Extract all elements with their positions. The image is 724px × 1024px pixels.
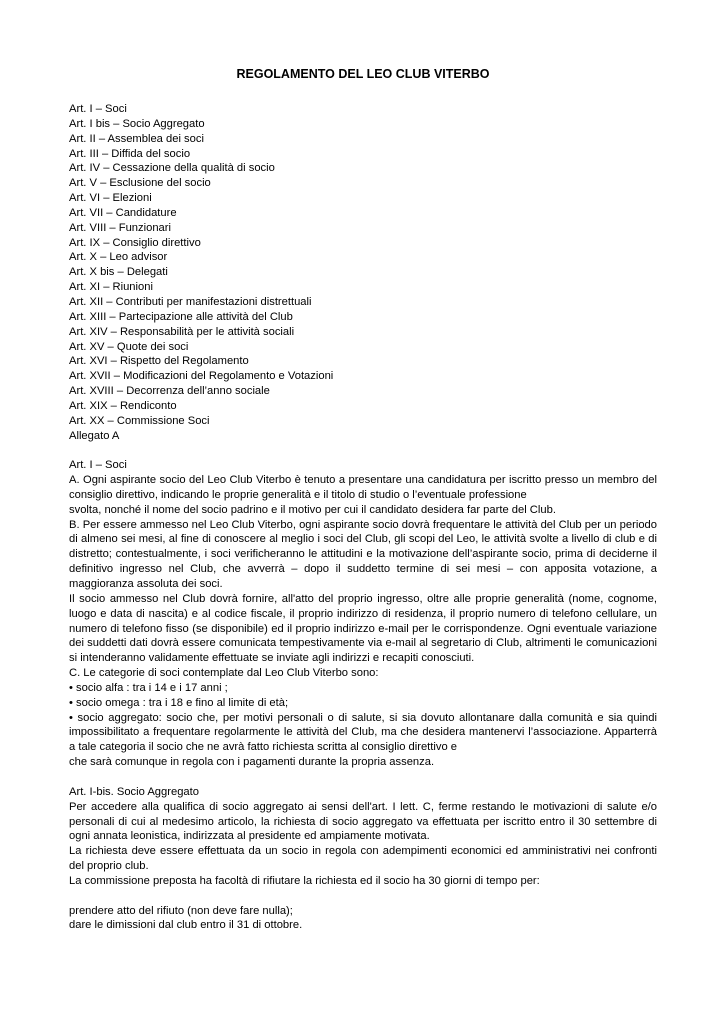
paragraph-line: • socio omega : tra i 18 e fino al limite di età;: [69, 696, 289, 709]
paragraph-line: distretto; contestualmente, i soci verificheranno le attitudini e la motivazione dell’aspirante socio, prima di deciderne il: [69, 548, 657, 561]
toc-item: Art. II – Assemblea dei soci: [69, 132, 204, 145]
paragraph-line: maggioranza assoluta dei soci.: [69, 578, 223, 590]
toc-item: Art. XIX – Rendiconto: [69, 399, 177, 412]
toc-item: Art. XX – Commissione Soci: [69, 414, 210, 427]
toc-item: Art. I – Soci: [69, 103, 127, 115]
paragraph-line: si intenderanno validamente effettuate se inviate agli indirizzi e recapiti conosciuti.: [69, 652, 475, 665]
spacer: [69, 770, 657, 785]
toc-item: Art. V – Esclusione del socio: [69, 177, 211, 190]
paragraph-line: impossibilitato a frequentare regolarmente le attività del Club, ma che desidera mantenervi l’associazione. Apparterrà: [69, 726, 657, 739]
spacer: [69, 443, 657, 458]
toc-item: Art. XVII – Modificazioni del Regolamento e Votazioni: [69, 370, 334, 383]
paragraph-line: La commissione preposta ha facoltà di rifiutare la richiesta ed il socio ha 30 giorni di tempo per:: [69, 874, 540, 887]
toc-item: Art. X bis – Delegati: [69, 266, 168, 279]
toc-item: Art. IV – Cessazione della qualità di socio: [69, 162, 275, 175]
paragraph-line: • socio aggregato: socio che, per motivi personali o di salute, si sia dovuto allontanare dalla comunità e sia quindi: [69, 711, 657, 724]
paragraph-line: dei suddetti dati dovrà essere comunicata tempestivamente via e-mail al segretario di Club, altrimenti le comunicazioni: [69, 637, 657, 650]
section-art-1-bis: [69, 785, 657, 933]
paragraph-line: definitivo ingresso nel Club, che avverrà – dopo il suddetto termine di sei mesi – con apposita votazione, a: [69, 563, 657, 576]
paragraph-line: La richiesta deve essere effettuata da un socio in regola con adempimenti economici ed amministrativi nei confronti: [69, 845, 657, 858]
toc-item: Art. XVI – Rispetto del Regolamento: [69, 355, 249, 368]
paragraph-line: A. Ogni aspirante socio del Leo Club Viterbo è tenuto a presentare una candidatura per iscritto presso un membro del: [69, 474, 657, 487]
toc-item: Art. XIV – Responsabilità per le attività sociali: [69, 325, 295, 338]
paragraph-line: • socio alfa : tra i 14 e i 17 anni ;: [69, 681, 228, 694]
toc-item: Art. XII – Contributi per manifestazioni distrettuali: [69, 295, 312, 308]
section-art-1: [69, 458, 657, 770]
paragraph-line: Per accedere alla qualifica di socio aggregato ai sensi dell'art. I lett. C, ferme restando le motivazioni di salute e/o: [69, 800, 657, 813]
toc-item: Art. XI – Riunioni: [69, 281, 153, 294]
paragraph-line: ogni annata leonistica, indirizzata al presidente ed ampiamente motivata.: [69, 830, 430, 843]
paragraph-line: consiglio direttivo, indicando le proprie generalità e il titolo di studio o l’eventuale professione: [69, 488, 527, 501]
paragraph-line: che sarà comunque in regola con i pagamenti durante la propria assenza.: [69, 756, 435, 769]
document-page: [69, 66, 657, 933]
section-body: [69, 800, 657, 889]
toc-item: Art. VIII – Funzionari: [69, 221, 171, 234]
paragraph-line: svolta, nonché il nome del socio padrino e il motivo per cui il candidato desidera far parte del Club.: [69, 503, 556, 516]
toc-item: Art. III – Diffida del socio: [69, 147, 191, 160]
section-heading: Art. I – Soci: [69, 459, 127, 472]
paragraph-line: personali di cui al medesimo articolo, la richiesta di socio aggregato va effettuata per iscritto entro il 30 settembre di: [69, 815, 657, 828]
toc-item: Allegato A: [69, 429, 120, 442]
toc-item: Art. IX – Consiglio direttivo: [69, 236, 201, 249]
paragraph-line: C. Le categorie di soci contemplate dal Leo Club Viterbo sono:: [69, 667, 379, 680]
list-item: prendere atto del rifiuto (non deve fare nulla);: [69, 904, 293, 917]
toc-item: Art. XIII – Partecipazione alle attività del Club: [69, 310, 293, 323]
paragraph-line: del proprio club.: [69, 860, 149, 873]
paragraph-line: di almeno sei mesi, al fine di conoscere al meglio i soci del Club, gli scopi del Leo, le attività svolte a livello di club e di: [69, 533, 657, 546]
section-body: [69, 473, 657, 770]
spacer: [69, 889, 657, 904]
list-item: dare le dimissioni dal club entro il 31 di ottobre.: [69, 919, 303, 932]
paragraph-line: B. Per essere ammesso nel Leo Club Viterbo, ogni aspirante socio dovrà frequentare le attività del Club per un periodo: [69, 518, 657, 531]
options-list: [69, 904, 657, 934]
toc-item: Art. I bis – Socio Aggregato: [69, 117, 205, 130]
toc-item: Art. XVIII – Decorrenza dell’anno sociale: [69, 385, 270, 398]
section-heading: Art. I-bis. Socio Aggregato: [69, 785, 199, 798]
document-title: REGOLAMENTO DEL LEO CLUB VITERBO: [236, 67, 490, 81]
toc-item: Art. VI – Elezioni: [69, 192, 152, 205]
table-of-contents: [69, 102, 657, 443]
paragraph-line: Il socio ammesso nel Club dovrà fornire, all'atto del proprio ingresso, oltre alle proprie generalità (nome, cognome,: [69, 592, 657, 605]
paragraph-line: numero di telefono fisso (se disponibile) ed il proprio indirizzo e-mail per le corrispondenze. Ogni eventuale variazione: [69, 622, 657, 635]
toc-item: Art. X – Leo advisor: [69, 251, 168, 264]
paragraph-line: luogo e data di nascita) e al codice fiscale, il proprio indirizzo di residenza, il proprio numero di telefono cellulare, un: [69, 607, 657, 620]
toc-item: Art. VII – Candidature: [69, 206, 177, 219]
paragraph-line: a tale categoria il socio che ne avrà fatto richiesta scritta al consiglio direttivo e: [69, 741, 458, 754]
toc-item: Art. XV – Quote dei soci: [69, 340, 189, 353]
